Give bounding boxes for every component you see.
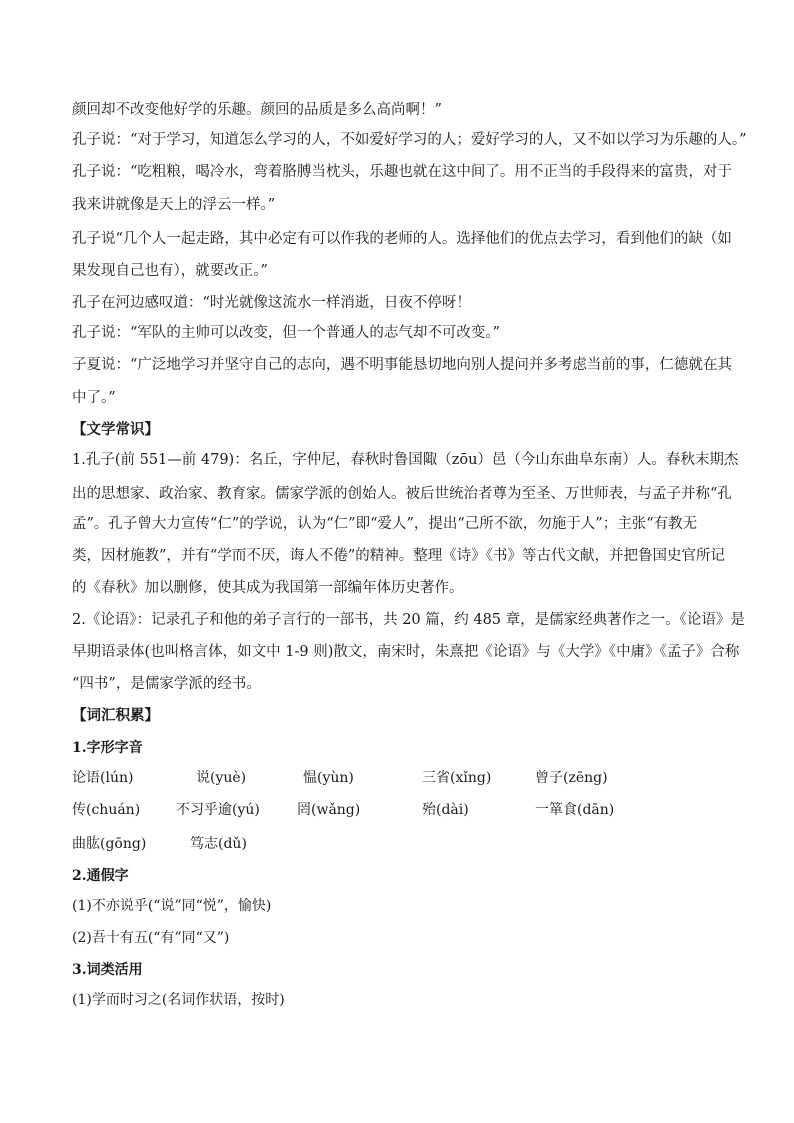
pinyin-item: 不习乎逾(yú) <box>176 802 260 818</box>
huoyong-item: (1)学而时习之(名词作状语，按时) <box>72 992 285 1008</box>
translation-line: 子夏说：“广泛地学习并坚守自己的志向，遇不明事能恳切地向别人提问并多考虑当前的事，仁德就在其 <box>72 357 732 373</box>
translation-line: 颜回却不改变他好学的乐趣。颜回的品质是多么高尚啊！” <box>72 102 442 118</box>
pinyin-item: 罔(wǎng) <box>297 802 361 818</box>
pinyin-item: 传(chuán) <box>72 802 141 818</box>
literature-line: 早期语录体(也叫格言体，如文中 1-9 则)散文，南宋时，朱熹把《论语》与《大学》《中庸》《孟子》合称 <box>72 644 740 660</box>
translation-line: 孔子说“几个人一起走路，其中必定有可以作我的老师的人。选择他们的优点去学习，看到他们的缺（如 <box>72 231 732 247</box>
translation-line: 孔子说：“军队的主帅可以改变，但一个普通人的志气却不可改变。” <box>72 325 501 341</box>
pinyin-item: 笃志(dǔ) <box>190 836 247 852</box>
literature-line: “四书”，是儒家学派的经书。 <box>72 676 261 692</box>
literature-line: 2.《论语》：记录孔子和他的弟子言行的一部书，共 20 篇，约 485 章，是儒家经典著作之一。《论语》是 <box>72 612 745 628</box>
translation-line: 孔子在河边感叹道：“时光就像这流水一样消逝，日夜不停呀！ <box>72 295 471 311</box>
literature-line: 孟”。孔子曾大力宣传“仁”的学说，认为“仁”即“爱人”，提出“己所不欲，勿施于人”；主张“有教无 <box>72 516 698 532</box>
subheading-pronunciation: 1.字形字音 <box>72 740 143 756</box>
literature-line: 出的思想家、政治家、教育家。儒家学派的创始人。被后世统治者尊为至圣、万世师表，与孟子并称“孔 <box>72 486 732 502</box>
literature-line: 的《春秋》加以删修，使其成为我国第一部编年体历史著作。 <box>72 580 464 596</box>
tongjia-item: (1)不亦说乎(“说”同“悦”，愉快) <box>72 898 272 914</box>
literature-line: 1.孔子(前 551—前 479)：名丘，字仲尼，春秋时鲁国陬（zōu）邑（今山东曲阜东南）人。春秋末期杰 <box>72 452 739 468</box>
pinyin-item: 论语(lún) <box>72 770 134 786</box>
translation-line: 果发现自己也有），就要改正。” <box>72 263 268 279</box>
translation-line: 孔子说：“吃粗粮，喝冷水，弯着胳膊当枕头，乐趣也就在这中间了。用不正当的手段得来的富贵，对于 <box>72 164 732 180</box>
pinyin-item: 一箪食(dān) <box>535 802 615 818</box>
pinyin-item: 曲肱(gōng) <box>72 836 147 852</box>
literature-line: 类，因材施教”，并有“学而不厌，诲人不倦”的精神。整理《诗》《书》等古代文献，并把鲁国史官所记 <box>72 548 725 564</box>
translation-line: 孔子说：“对于学习，知道怎么学习的人，不如爱好学习的人；爱好学习的人，又不如以学习为乐趣的人。” <box>72 132 747 148</box>
pinyin-item: 三省(xǐng) <box>422 770 492 786</box>
pinyin-item: 愠(yùn) <box>303 770 354 786</box>
subheading-tongjia: 2.通假字 <box>72 868 129 884</box>
section-heading-literature: 【文学常识】 <box>72 421 159 438</box>
pinyin-item: 殆(dài) <box>422 802 469 818</box>
section-heading-vocab: 【词汇积累】 <box>72 707 159 724</box>
pinyin-item: 说(yuè) <box>196 770 247 786</box>
translation-line: 中了。” <box>72 390 116 406</box>
translation-line: 我来讲就像是天上的浮云一样。” <box>72 197 276 213</box>
subheading-huoyong: 3.词类活用 <box>72 962 143 978</box>
pinyin-item: 曾子(zēng) <box>535 770 608 786</box>
tongjia-item: (2)吾十有五(“有”同“又”) <box>72 930 230 946</box>
